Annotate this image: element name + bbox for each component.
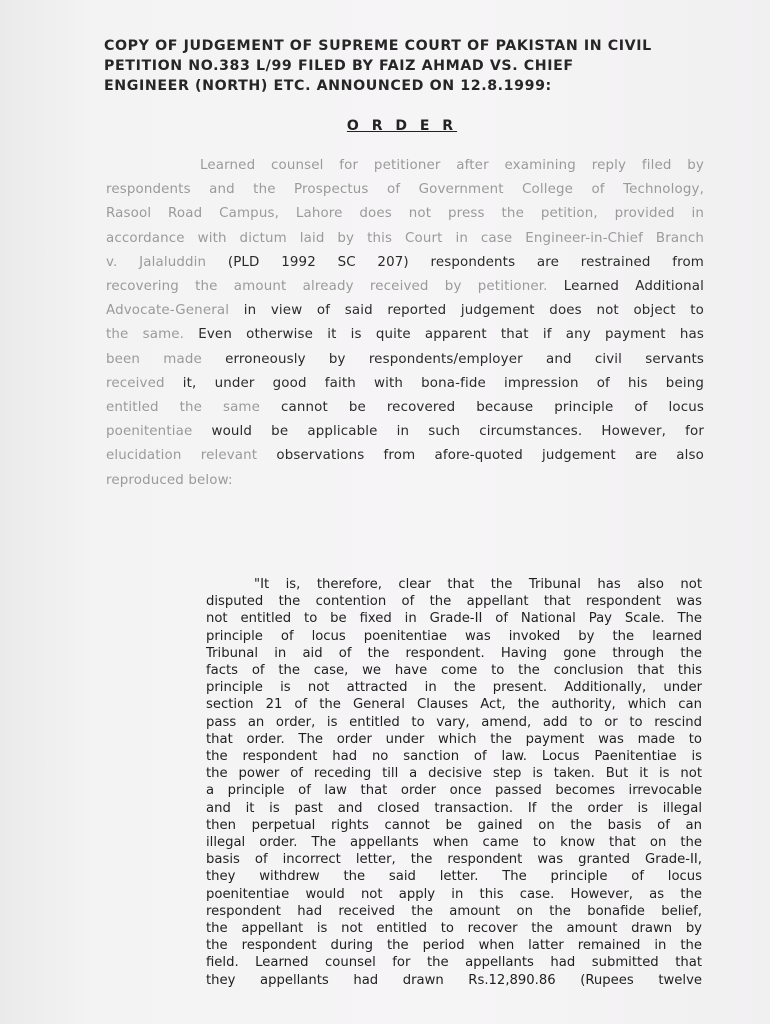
paragraph-line — [106, 251, 704, 275]
paragraph-line — [106, 227, 704, 251]
quote-line: they appellants had drawn Rs.12,890.86 (Rupees twelve — [206, 972, 702, 988]
quote-line: that order. The order under which the payment was made to — [206, 731, 702, 747]
paragraph-text: Learned Additional — [547, 279, 704, 295]
faded-text: Advocate-General — [106, 303, 230, 319]
quote-line: a principle of law that order once passed becomes irrevocable — [206, 783, 702, 799]
faded-text: respondents and the Prospectus of Government College of Technology, — [106, 182, 704, 198]
heading-line: ENGINEER (NORTH) ETC. ANNOUNCED ON 12.8.1999: — [104, 78, 552, 94]
document-heading — [104, 36, 710, 96]
paragraph-line — [106, 348, 704, 372]
quote-line: the respondent had no sanction of law. Locus Paenitentiae is — [206, 749, 702, 765]
faded-text: entitled the same — [106, 400, 261, 416]
paragraph-text: would be applicable in such circumstances. However, for — [192, 424, 704, 440]
quote-line: basis of incorrect letter, the respondent was granted Grade-II, — [206, 852, 702, 868]
faded-text: received — [106, 375, 165, 391]
quote-line: not entitled to be fixed in Grade-II of National Pay Scale. The — [206, 611, 702, 627]
quote-line: Tribunal in aid of the respondent. Having gone through the — [206, 645, 702, 661]
heading-line: PETITION NO.383 L/99 FILED BY FAIZ AHMAD VS. CHIEF — [104, 58, 574, 74]
quote-line: disputed the contention of the appellant that respondent was — [206, 594, 702, 610]
quote-line: principle is not attracted in the present. Additionally, under — [206, 680, 702, 696]
paragraph-line — [106, 469, 704, 493]
quote-line: the respondent during the period when latter remained in the — [206, 938, 702, 954]
quote-line: illegal order. The appellants when came to know that on the — [206, 835, 702, 851]
quote-line: the appellant is not entitled to recover the amount drawn by — [206, 921, 702, 937]
faded-text: the same. — [106, 327, 185, 343]
quote-line: "It is, therefore, clear that the Tribunal has also not — [254, 577, 702, 592]
quote-line: they withdrew the said letter. The principle of locus — [206, 869, 702, 885]
order-paragraph — [106, 154, 704, 493]
paragraph-text: erroneously by respondents/employer and civil servants — [201, 351, 704, 367]
paragraph-text: observations from afore-quoted judgement are also — [257, 448, 704, 464]
quote-line: pass an order, is entitled to vary, amend, add to or to rescind — [206, 714, 702, 730]
quote-line: then perpetual rights cannot be gained on the basis of an — [206, 817, 702, 833]
faded-text: poenitentiae — [106, 424, 193, 440]
paragraph-line — [106, 372, 704, 396]
paragraph-line — [106, 178, 704, 202]
paragraph-line — [106, 444, 704, 468]
quote-line: respondent had received the amount on the bonafide belief, — [206, 903, 702, 919]
faded-text: been made — [106, 351, 202, 367]
paragraph-line — [106, 299, 704, 323]
quoted-judgement — [206, 576, 702, 989]
quote-line: the power of receding till a decisive step is taken. But it is not — [206, 766, 702, 782]
paragraph-text: Even otherwise it is quite apparent that if any payment has — [184, 327, 704, 343]
paragraph-line — [106, 154, 704, 178]
faded-text: reproduced below: — [106, 472, 233, 488]
quote-line: facts of the case, we have come to the conclusion that this — [206, 663, 702, 679]
paragraph-text: cannot be recovered because principle of locus — [260, 400, 704, 416]
quote-line: principle of locus poenitentiae was invoked by the learned — [206, 628, 702, 644]
paragraph-text: it, under good faith with bona-fide impression of his being — [164, 375, 704, 391]
paragraph-line — [106, 275, 704, 299]
paragraph-line — [106, 323, 704, 347]
paragraph-text: in view of said reported judgement does not object to — [229, 303, 704, 319]
faded-text: Learned counsel for petitioner after examining reply filed by — [200, 158, 704, 173]
order-title: O R D E R — [346, 118, 458, 134]
paragraph-text: (PLD 1992 SC 207) respondents are restrained from — [206, 254, 704, 270]
faded-text: recovering the amount already received by petitioner. — [106, 279, 548, 295]
faded-text: v. Jalaluddin — [106, 254, 207, 270]
quote-line: field. Learned counsel for the appellants had submitted that — [206, 955, 702, 971]
faded-text: elucidation relevant — [106, 448, 258, 464]
faded-text: Rasool Road Campus, Lahore does not press the petition, provided in — [106, 206, 704, 222]
paragraph-line — [106, 202, 704, 226]
quote-line: section 21 of the General Clauses Act, the authority, which can — [206, 697, 702, 713]
faded-text: accordance with dictum laid by this Court in case Engineer-in-Chief Branch — [106, 230, 704, 246]
heading-line: COPY OF JUDGEMENT OF SUPREME COURT OF PAKISTAN IN CIVIL — [104, 38, 652, 54]
paragraph-line — [106, 396, 704, 420]
quote-line: and it is past and closed transaction. If the order is illegal — [206, 800, 702, 816]
quote-line: poenitentiae would not apply in this case. However, as the — [206, 886, 702, 902]
paragraph-line — [106, 420, 704, 444]
